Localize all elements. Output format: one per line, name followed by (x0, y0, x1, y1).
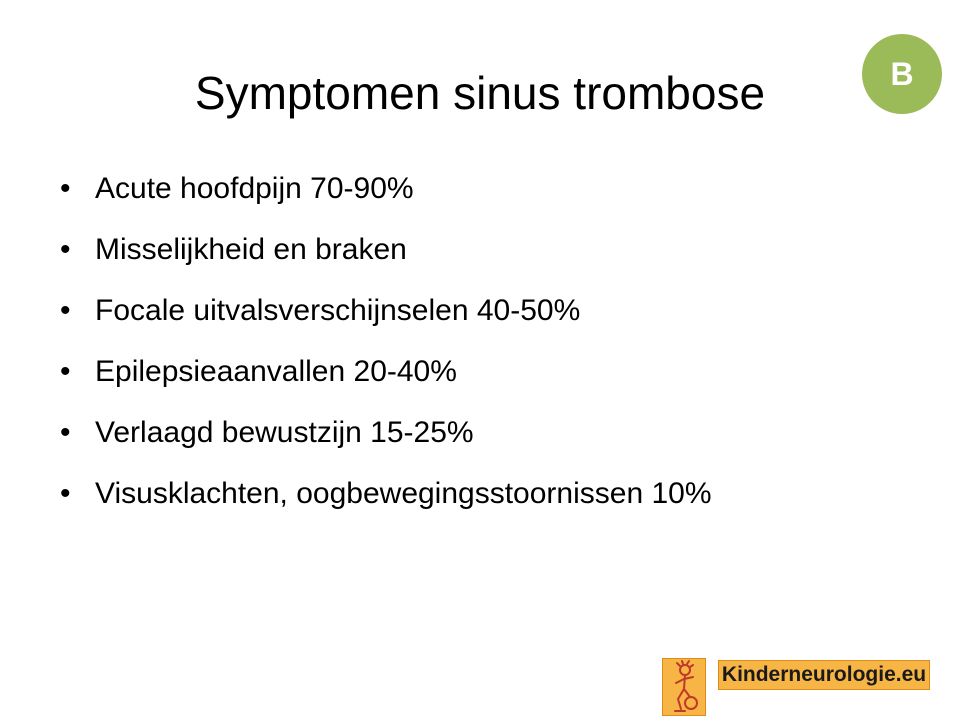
logo-text: Kinderneurologie.eu (718, 660, 930, 690)
bullet-item (60, 292, 920, 330)
bullet-text: Verlaagd bewustzijn 15-25% (95, 416, 474, 449)
bullet-text: Acute hoofdpijn 70-90% (95, 172, 414, 205)
bullet-text: Epilepsieaanvallen 20-40% (95, 355, 457, 388)
bullet-item (60, 170, 920, 208)
bullet-dot: • (60, 233, 71, 266)
bullet-item (60, 414, 920, 452)
bullet-dot: • (60, 477, 71, 510)
bullet-item (60, 353, 920, 391)
bullet-dot: • (60, 355, 71, 388)
bullet-item (60, 231, 920, 269)
bullet-list (60, 170, 920, 536)
section-badge: B (862, 34, 942, 114)
bullet-text: Focale uitvalsverschijnselen 40-50% (95, 294, 581, 327)
bullet-dot: • (60, 416, 71, 449)
bullet-text: Visusklachten, oogbewegingsstoornissen 10% (95, 477, 712, 510)
child-figure-icon (662, 658, 706, 716)
bullet-item (60, 475, 920, 513)
bullet-text: Misselijkheid en braken (95, 233, 407, 266)
slide-title: Symptomen sinus trombose (194, 67, 766, 119)
bullet-dot: • (60, 172, 71, 205)
bullet-dot: • (60, 294, 71, 327)
